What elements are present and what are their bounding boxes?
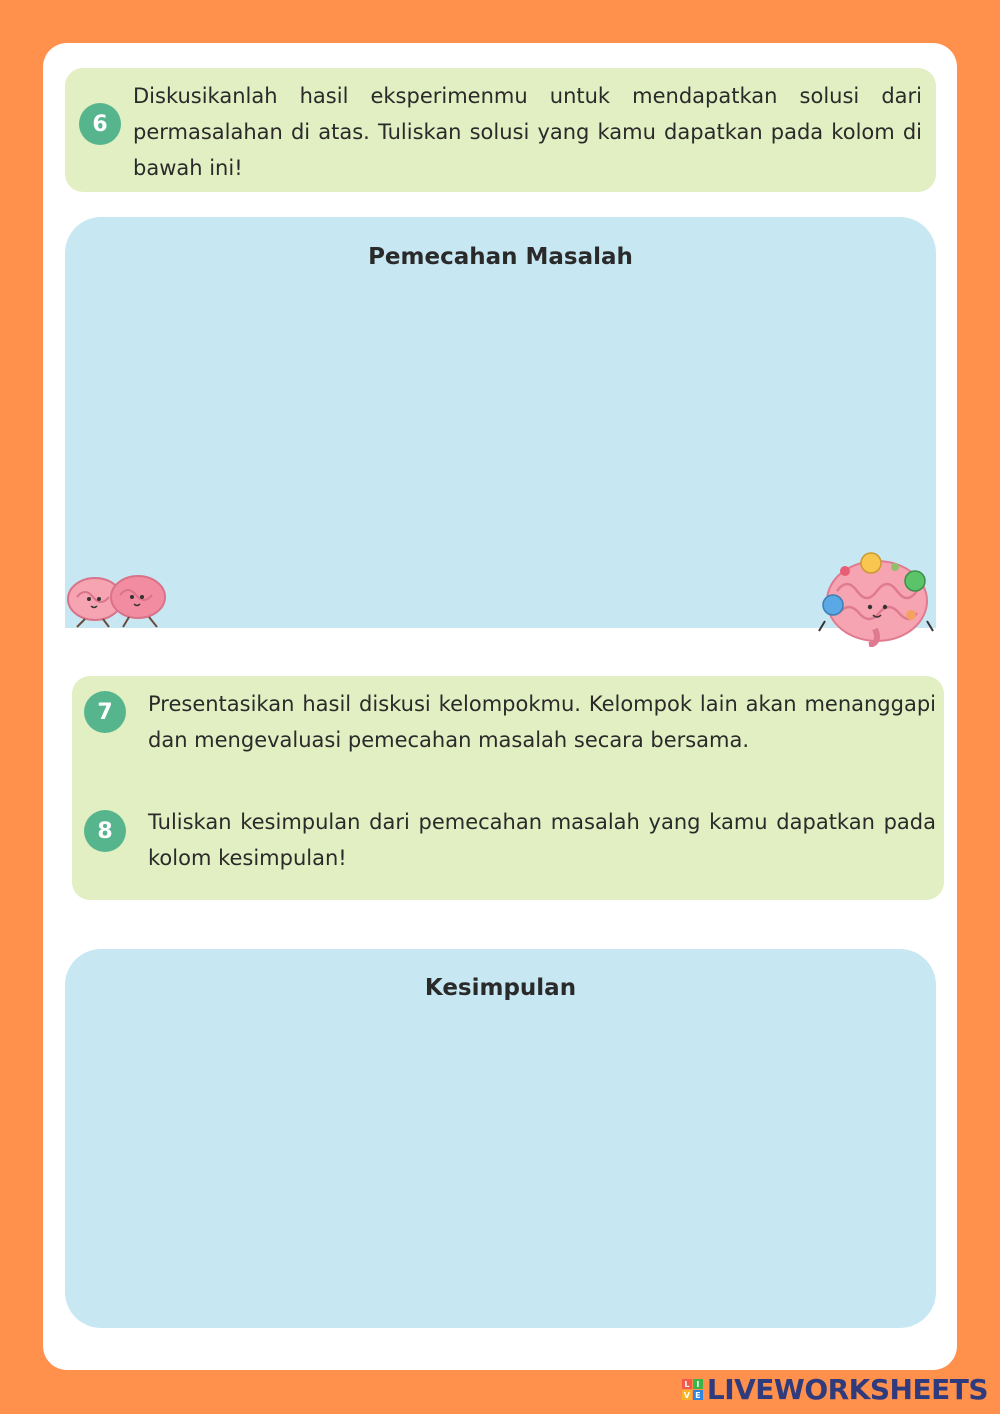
logo-letter: I [693, 1379, 703, 1389]
instruction-text: Diskusikanlah hasil eksperimenmu untuk mendapatkan solusi dari permasalahan di atas. Tuliskan solusi yang kamu dapatkan pada kolom di bawah ini! [133, 84, 922, 180]
step-number-badge: 7 [84, 691, 126, 733]
problem-solving-title: Pemecahan Masalah [368, 244, 633, 270]
liveworksheets-logo-icon [682, 1379, 703, 1400]
logo-letter: L [682, 1379, 692, 1389]
worksheet-page [43, 43, 957, 1370]
logo-letter: V [683, 1390, 690, 1400]
logo-letter: E [693, 1390, 703, 1400]
liveworksheets-logo [682, 1373, 988, 1406]
instruction-steps-7-8 [72, 676, 944, 900]
instruction-text: Tuliskan kesimpulan dari pemecahan masalah yang kamu dapatkan pada kolom kesimpulan! [148, 810, 936, 870]
gut-bacteria-mascot-icon [815, 551, 941, 647]
step-number-badge: 8 [84, 810, 126, 852]
instruction-step-6 [65, 68, 936, 192]
intestine-mascots-icon [63, 569, 167, 629]
conclusion-answer-box[interactable] [65, 949, 936, 1328]
conclusion-title: Kesimpulan [424, 975, 577, 1001]
liveworksheets-wordmark: LIVEWORKSHEETS [706, 1373, 988, 1406]
problem-solving-answer-box[interactable] [65, 217, 936, 628]
step-number-badge: 6 [79, 103, 121, 145]
instruction-text: Presentasikan hasil diskusi kelompokmu. Kelompok lain akan menanggapi dan mengevaluasi pemecahan masalah secara bersama. [148, 692, 936, 752]
